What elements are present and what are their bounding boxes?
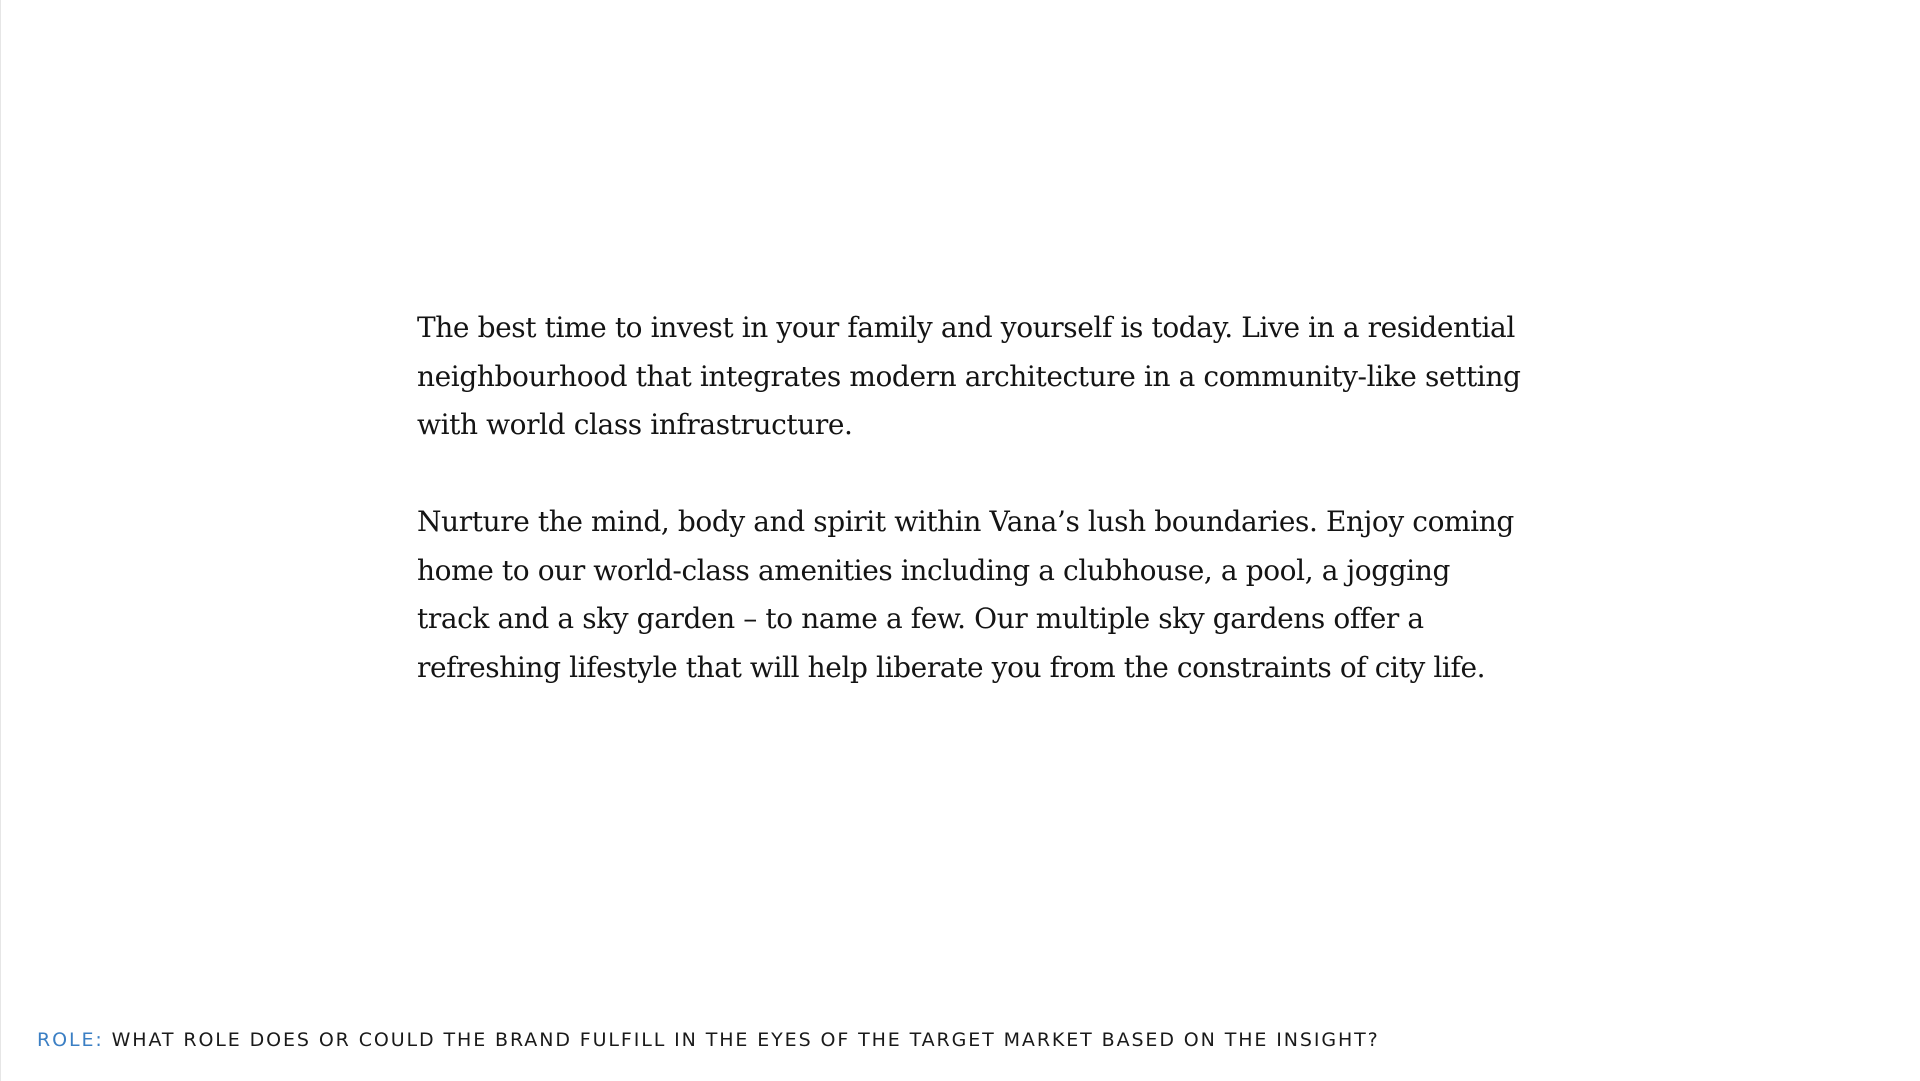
paragraph-amenities: Nurture the mind, body and spirit within Vana’s lush boundaries. Enjoy coming home to our world-class amenities including a clubhouse, a pool, a jogging track and a sky garden – to name a few. Our multiple sky gardens offer a refreshing lifestyle that will help liberate you from the constraints of city life. xyxy=(417,505,1514,684)
slide-edge-divider xyxy=(0,0,1,1081)
role-question: WHAT ROLE DOES OR COULD THE BRAND FULFILL IN THE EYES OF THE TARGET MARKET BASED ON THE INSIGHT? xyxy=(111,1029,1380,1051)
footer-role-prompt xyxy=(37,1029,1380,1051)
role-label: ROLE: xyxy=(37,1029,104,1051)
paragraph-investment: The best time to invest in your family and yourself is today. Live in a residential neighbourhood that integrates modern architecture in a community-like setting with world class infrastructure. xyxy=(417,311,1521,441)
body-copy xyxy=(417,304,1527,692)
